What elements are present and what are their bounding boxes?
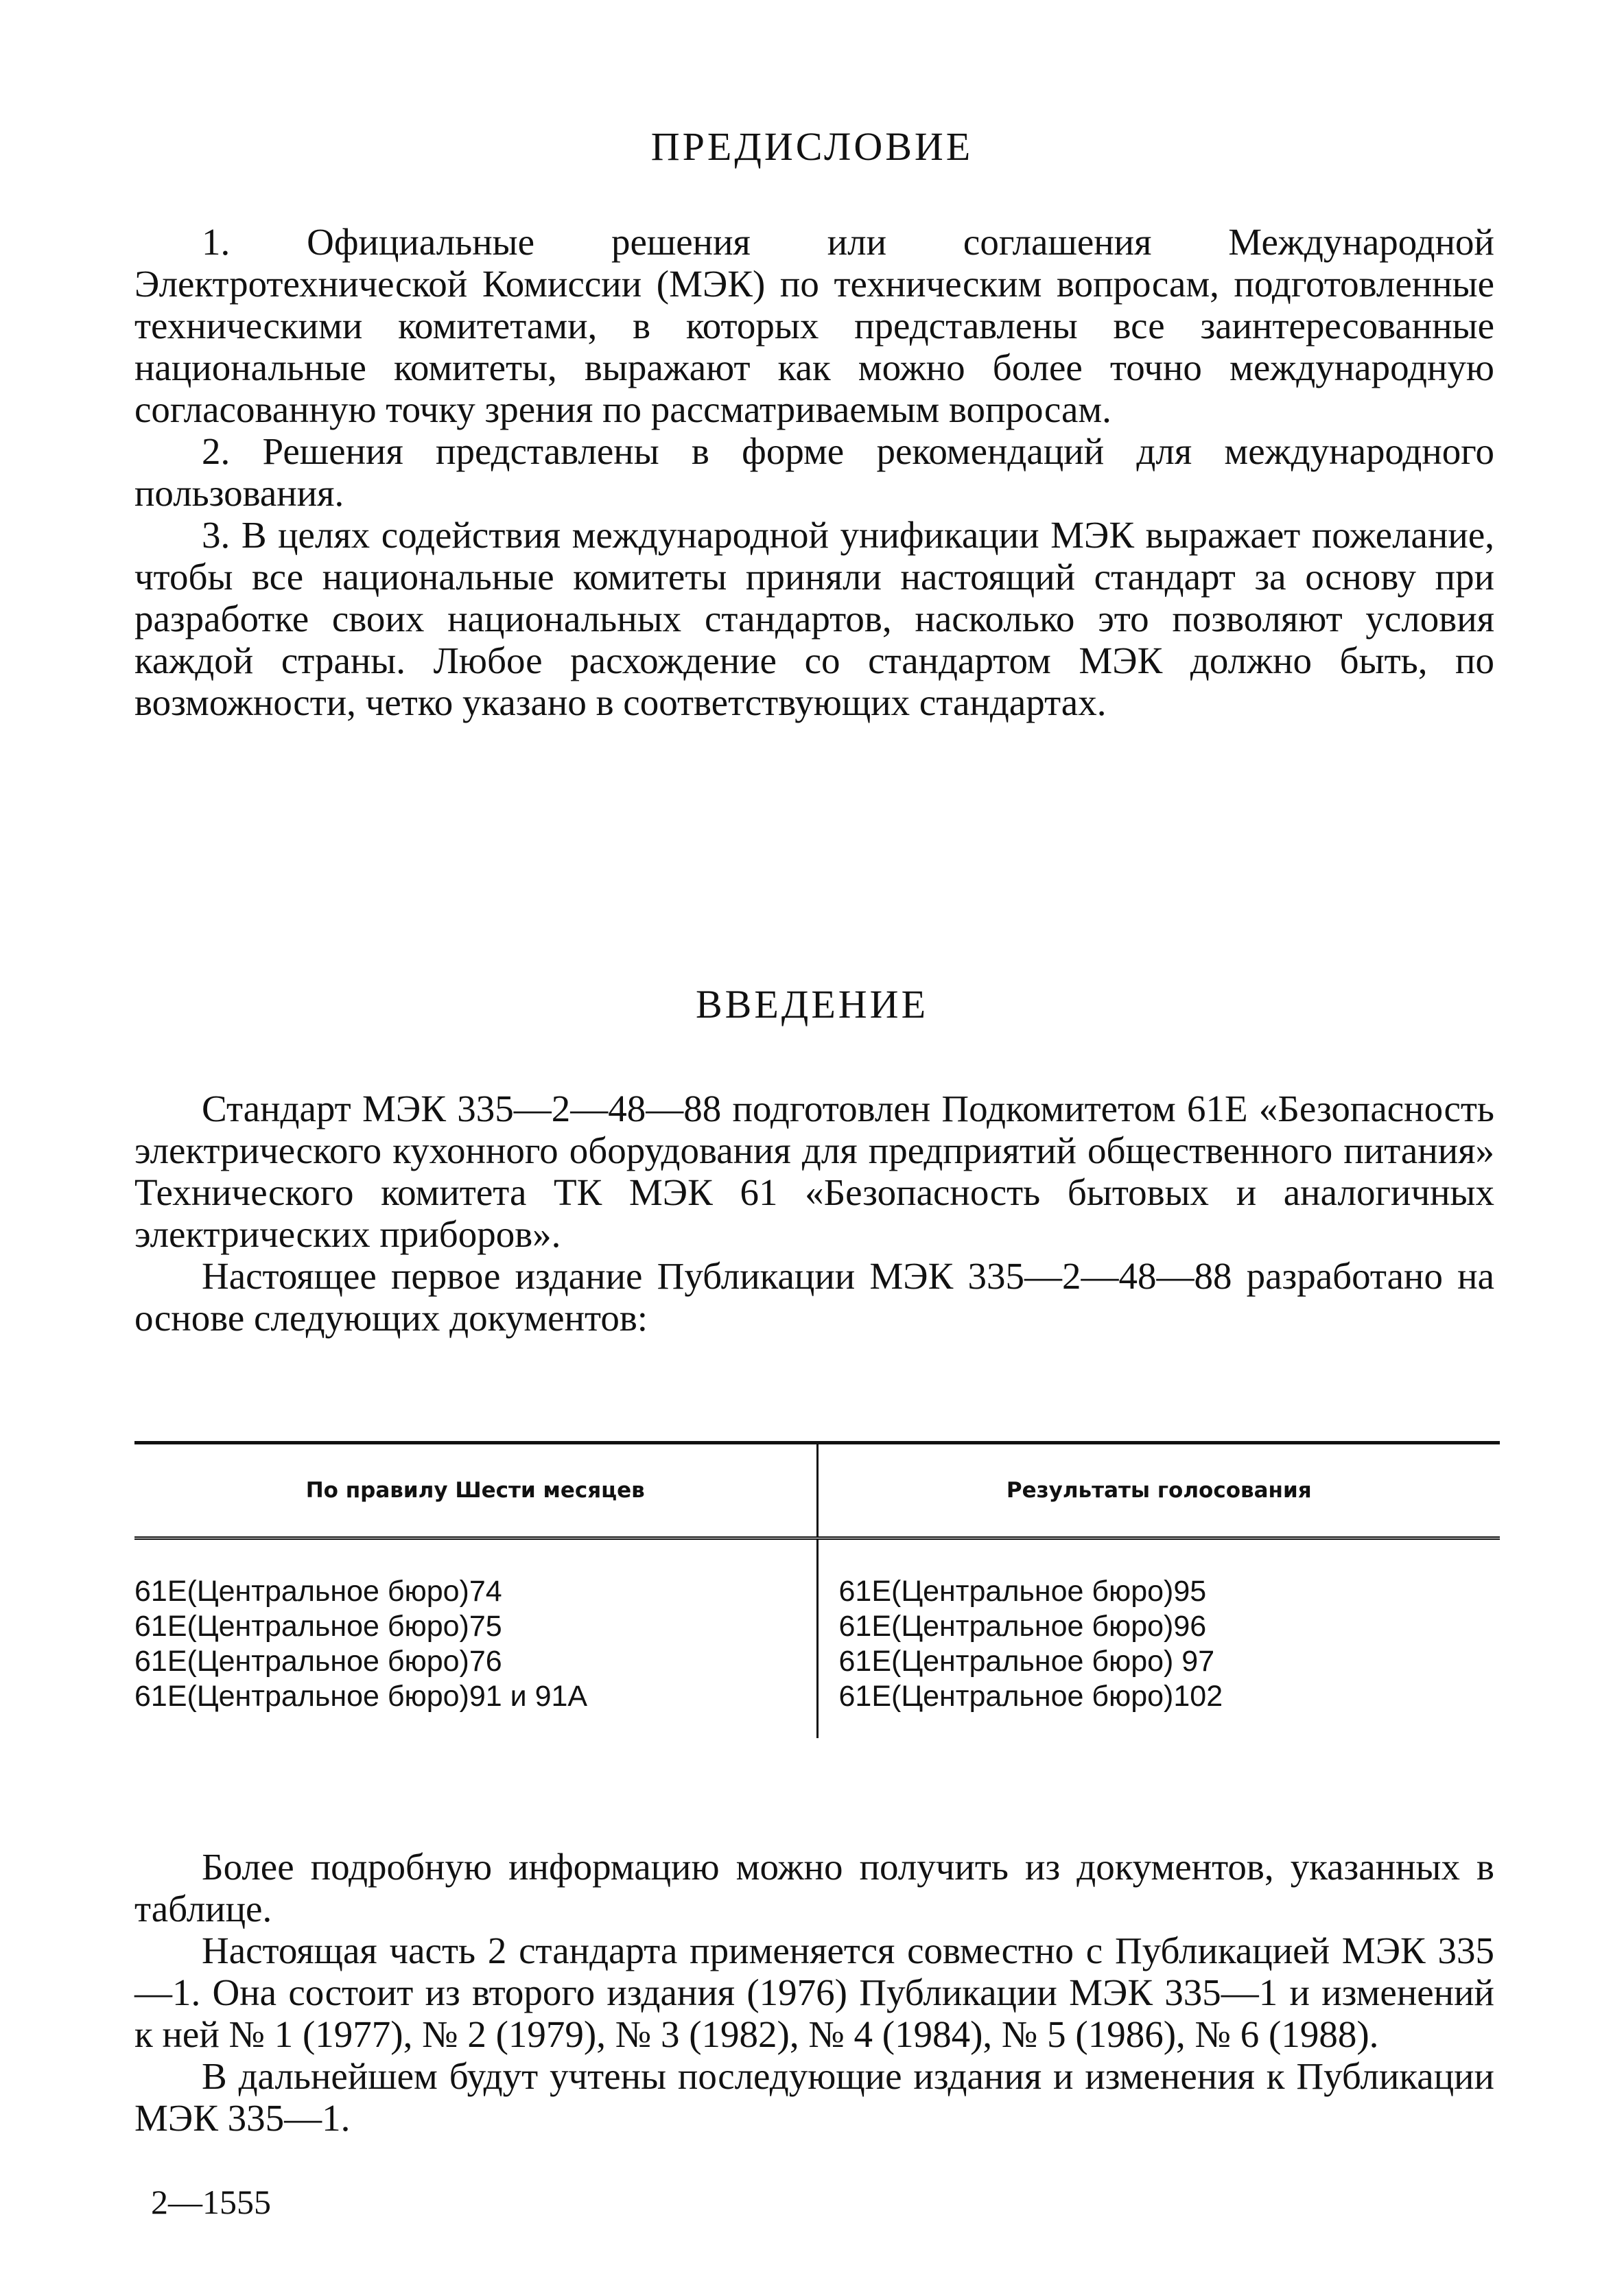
introduction-paragraph-1: Стандарт МЭК 335—2—48—88 подготовлен Подкомитетом 61Е «Безопасность электрического кухонного оборудования для предприятий общественного питания» Технического комитета ТК МЭК 61 «Безопасность бытовых и аналогичных электрических приборов». — [134, 1088, 1494, 1255]
introduction-title: ВВЕДЕНИЕ — [696, 982, 928, 1027]
voting-document: 61Е(Центральное бюро)102 — [838, 1680, 1223, 1713]
table-header-six-months: По правилу Шести месяцев — [134, 1443, 817, 1538]
six-months-document: 61Е(Центральное бюро)74 — [134, 1575, 502, 1608]
voting-document: 61Е(Центральное бюро)96 — [838, 1610, 1207, 1643]
preface-body — [134, 221, 1494, 723]
page-number: 2—1555 — [151, 2183, 271, 2221]
preface-paragraph-2: 2. Решения представлены в форме рекомендаций для международного пользования. — [134, 430, 1494, 514]
six-months-document: 61Е(Центральное бюро)91 и 91А — [134, 1680, 588, 1713]
preface-paragraph-1: 1. Официальные решения или соглашения Международной Электротехнической Комиссии (МЭК) по техническим вопросам, подготовленные техническими комитетами, в которых представлены все заинтересованные национальные комитеты, выражают как можно более точно международную согласованную точку зрения по рассматриваемым вопросам. — [134, 221, 1494, 430]
introduction-paragraph-2: Настоящее первое издание Публикации МЭК 335—2—48—88 разработано на основе следующих документов: — [134, 1255, 1494, 1339]
introduction-closing — [134, 1846, 1494, 2139]
documents-table — [134, 1441, 1500, 1738]
six-months-document: 61Е(Центральное бюро)75 — [134, 1610, 502, 1643]
table-row — [134, 1538, 1500, 1739]
preface-title: ПРЕДИСЛОВИЕ — [650, 124, 974, 169]
preface-paragraph-3: 3. В целях содействия международной унификации МЭК выражает пожелание, чтобы все национальные комитеты приняли настоящий стандарт за основу при разработке своих национальных стандартов, насколько это позволяют условия каждой страны. Любое расхождение со стандартом МЭК должно быть, по возможности, четко указано в соответствующих стандартах. — [134, 514, 1494, 723]
closing-paragraph-2: Настоящая часть 2 стандарта применяется совместно с Публикацией МЭК 335—1. Она состоит из второго издания (1976) Публикации МЭК 335—1 и изменений к ней № 1 (1977), № 2 (1979), № 3 (1982), № 4 (1984), № 5 (1986), № 6 (1988). — [134, 1930, 1494, 2055]
table-header-voting-results: Результаты голосования — [817, 1443, 1500, 1538]
six-months-document: 61Е(Центральное бюро)76 — [134, 1645, 502, 1678]
table-cell-six-months-documents — [134, 1538, 817, 1739]
voting-document: 61Е(Центральное бюро)95 — [838, 1575, 1207, 1608]
closing-paragraph-3: В дальнейшем будут учтены последующие издания и изменения к Публикации МЭК 335—1. — [134, 2055, 1494, 2139]
table-header-row — [134, 1443, 1500, 1538]
voting-document: 61Е(Центральное бюро) 97 — [838, 1645, 1215, 1678]
closing-paragraph-1: Более подробную информацию можно получить из документов, указанных в таблице. — [134, 1846, 1494, 1930]
table-cell-voting-documents — [817, 1538, 1500, 1739]
introduction-body — [134, 1088, 1494, 1339]
